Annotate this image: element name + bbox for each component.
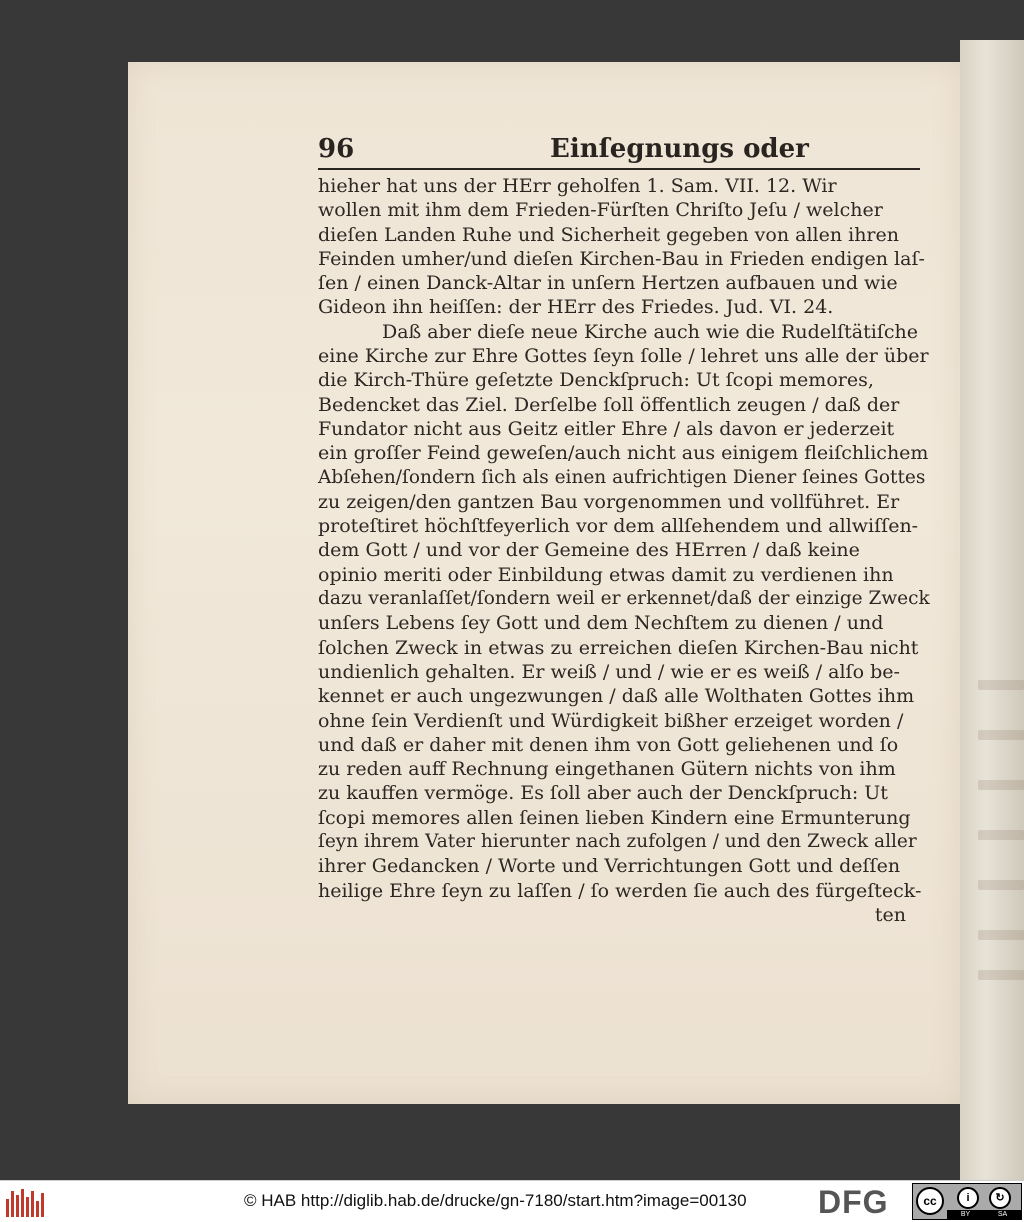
bleed-through-mark [978, 880, 1024, 890]
text-line: Feinden umher/und dieſen Kirchen-Bau in Frieden endigen laſ- [318, 247, 925, 270]
page-body [318, 174, 930, 927]
footer-bar [0, 1180, 1024, 1222]
text-line: opinio meriti oder Einbildung etwas damit zu verdienen ihn [318, 563, 894, 586]
text-line: Daß aber dieſe neue Kirche auch wie die Rudelſtätiſche [382, 320, 918, 343]
text-line: wollen mit ihm dem Frieden-Fürſten Chriſto Jeſu / welcher [318, 199, 883, 222]
license-sa-label: SA [997, 1211, 1008, 1218]
license-badge[interactable] [912, 1183, 1022, 1220]
text-line: ſeyn ihrem Vater hierunter nach zufolgen / und den Zweck aller [318, 831, 917, 853]
text-line: zu kauffen vermöge. Es ſoll aber auch der Denckſpruch: Ut [318, 782, 888, 805]
text-line: Gideon ihn heiſſen: der HErr des Friedes. Jud. VI. 24. [318, 296, 834, 319]
hab-logo-icon[interactable] [6, 1189, 46, 1217]
text-line: eine Kirche zur Ehre Gottes ſeyn ſolle / lehret uns alle der über [318, 345, 929, 368]
text-line: ten [874, 903, 906, 926]
text-line: ſolchen Zweck in etwas zu erreichen dieſen Kirchen-Bau nicht [318, 636, 919, 659]
license-strip [947, 1210, 1021, 1219]
page-number: 96 [318, 134, 355, 164]
text-line: Bedencket das Ziel. Derſelbe ſoll öffentlich zeugen / daß der [318, 393, 900, 416]
text-line: ſen / einen Danck-Altar in unſern Hertzen aufbauen und wie [318, 272, 898, 295]
license-by-label: BY [960, 1211, 971, 1218]
text-line: kennet er auch ungezwungen / daß alle Wolthaten Gottes ihm [318, 685, 915, 708]
text-line: undienlich gehalten. Er weiß / und / wie er es weiß / alſo be- [318, 660, 900, 683]
text-line: proteſtiret höchſtfeyerlich vor dem allſehendem und allwiſſen- [318, 515, 919, 538]
bleed-through-mark [978, 780, 1024, 790]
header-rule [318, 168, 920, 170]
text-line: ohne ſein Verdienſt und Würdigkeit bißher erzeiget worden / [318, 709, 904, 732]
text-line: ſcopi memores allen ſeinen lieben Kindern eine Ermunterung [318, 806, 911, 829]
bleed-through-mark [978, 970, 1024, 980]
page-header [318, 134, 918, 170]
text-line: heilige Ehre ſeyn zu laſſen / ſo werden ſie auch des fürgeſteck- [318, 879, 922, 902]
text-line: und daß er daher mit denen ihm von Gott geliehenen und ſo [318, 733, 899, 756]
text-line: dieſen Landen Ruhe und Sicherheit gegeben von allen ihren [318, 223, 899, 246]
text-line: dem Gott / und vor der Gemeine des HErren / daß keine [318, 539, 860, 562]
adjacent-page-edge [960, 40, 1024, 1180]
text-line: die Kirch-Thüre geſetzte Denckſpruch: Ut ſcopi memores, [318, 369, 874, 392]
copyright-credit[interactable]: © HAB http://diglib.hab.de/drucke/gn-7180/start.htm?image=00130 [244, 1191, 747, 1210]
share-alike-icon: ↻ [989, 1187, 1011, 1209]
dfg-logo[interactable]: DFG [818, 1184, 889, 1220]
text-line: Fundator nicht aus Geitz eitler Ehre / als davon er jederzeit [318, 417, 895, 440]
bleed-through-mark [978, 730, 1024, 740]
cc-icon: cc [916, 1187, 944, 1215]
text-line: unſers Lebens ſey Gott und dem Nechſtem zu dienen / und [318, 612, 884, 635]
running-head: Einſegnungs oder [550, 134, 809, 164]
text-line: zu zeigen/den gantzen Bau vorgenommen und vollführet. Er [318, 490, 900, 513]
bleed-through-mark [978, 830, 1024, 840]
by-attribution-icon: i [957, 1187, 979, 1209]
text-line: ein groſſer Feind geweſen/auch nicht aus einigem fleiſchlichem [318, 442, 929, 465]
text-line: ihrer Gedancken / Worte und Verrichtungen Gott und deſſen [318, 855, 901, 878]
text-line: zu reden auff Rechnung eingethanen Gütern nichts von ihm [318, 758, 896, 781]
bleed-through-mark [978, 930, 1024, 940]
text-line: Abſehen/ſondern ſich als einen aufrichtigen Diener ſeines Gottes [318, 466, 926, 488]
bleed-through-mark [978, 680, 1024, 690]
text-line: hieher hat uns der HErr geholfen 1. Sam. VII. 12. Wir [318, 175, 837, 197]
text-line: dazu veranlaſſet/ſondern weil er erkennet/daß der einzige Zweck [318, 588, 930, 610]
